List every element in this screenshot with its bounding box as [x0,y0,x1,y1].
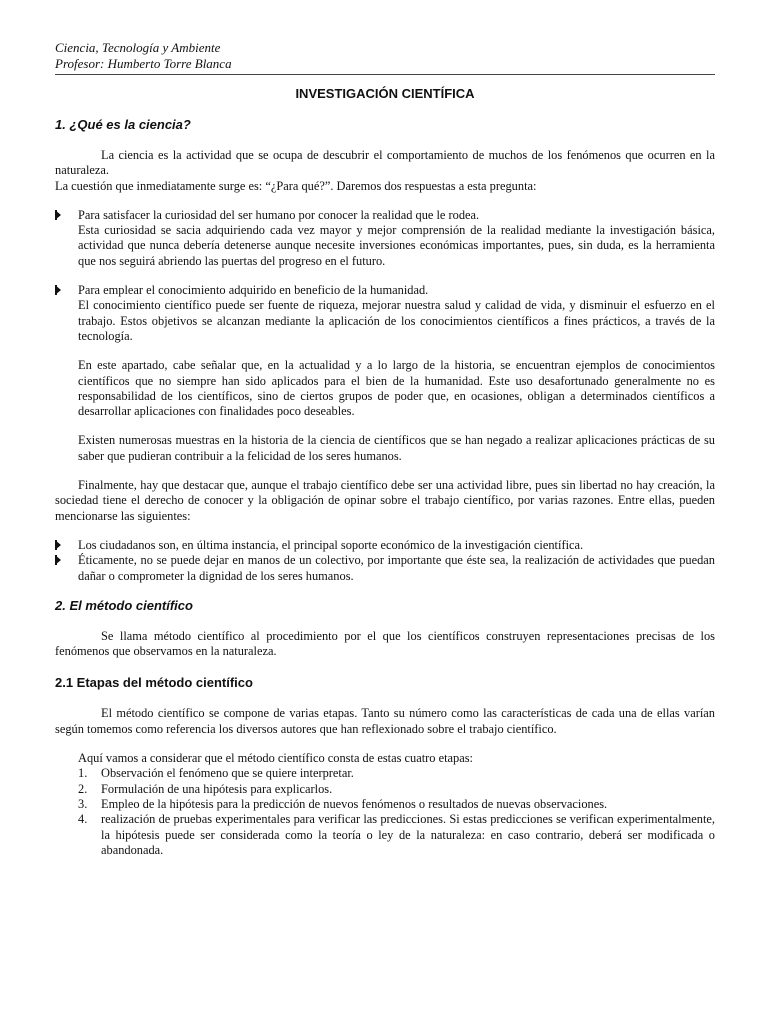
header-divider [55,74,715,75]
bullet-icon [55,540,61,550]
bullet-item-benefit [55,283,715,464]
document-title: INVESTIGACIÓN CIENTÍFICA [295,86,475,101]
list-item [55,797,715,812]
bullet-item-reason-1 [55,538,715,553]
list-item [55,766,715,781]
steps-list [55,766,715,858]
list-number: 2. [78,781,88,796]
list-text: Empleo de la hipótesis para la predicción de nuevos fenómenos o resultados de nuevas observaciones. [101,796,608,811]
bullet-text: Los ciudadanos son, en última instancia, el principal soporte económico de la investigación científica. [78,537,584,552]
list-text: Observación el fenómeno que se quiere interpretar. [101,766,354,781]
bullet-lead: Para satisfacer la curiosidad del ser humano por conocer la realidad que le rodea. [78,207,480,222]
section-2-1-paragraph-2: Aquí vamos a considerar que el método científico consta de estas cuatro etapas: [78,751,473,766]
section-2-1-paragraph-1: El método científico se compone de varias etapas. Tanto su número como las características de cada una de ellas varían según tomemos como referencia los diversos autores que han reflexionado sobre el trabajo científico. [55,706,715,736]
list-number: 1. [78,766,88,781]
section-1-intro: La ciencia es la actividad que se ocupa de descubrir el comportamiento de muchos de los fenómenos que ocurren en la naturaleza. [55,148,715,178]
header-course: Ciencia, Tecnología y Ambiente [55,40,221,55]
section-1-question: La cuestión que inmediatamente surge es: “¿Para qué?”. Daremos dos respuestas a esta pregunta: [55,178,537,193]
bullet-body: El conocimiento científico puede ser fuente de riqueza, mejorar nuestra salud y calidad de vida, y disminuir el esfuerzo en el trabajo. Estos objetivos se alcanzan mediante la aplicación de los conocimientos científicos a fines prácticos, a través de la tecnología. [78,298,715,343]
bullet-lead: Para emplear el conocimiento adquirido en beneficio de la humanidad. [78,283,429,298]
list-number: 3. [78,796,88,811]
paragraph-existen: Existen numerosas muestras en la historia de la ciencia de científicos que se han negado a realizar aplicaciones prácticas de su saber que pudieran contribuir a la felicidad de los seres humanos. [78,433,715,463]
list-item [55,782,715,797]
bullet-body: Esta curiosidad se sacia adquiriendo cada vez mayor y mejor comprensión de la realidad mediante la investigación básica, actividad que nunca debería detenerse aunque necesite inversiones económicas importantes, pues, sin duda, es la herramienta que nos seguirá abriendo las puertas del progreso en el futuro. [78,223,715,268]
paragraph-finalmente: Finalmente, hay que destacar que, aunque el trabajo científico debe ser una actividad libre, pues sin libertad no hay creación, la sociedad tiene el derecho de conocer y la obligación de opinar sobre el trabajo científico, por varias razones. Entre ellas, pueden mencionarse las siguientes: [55,478,715,523]
list-number: 4. [78,812,88,827]
section-2-1-heading: 2.1 Etapas del método científico [55,675,253,691]
bullet-icon [55,210,61,220]
bullet-item-curiosity [55,208,715,269]
header-teacher: Profesor: Humberto Torre Blanca [55,56,232,71]
section-2-heading: 2. El método científico [55,597,193,613]
section-1-heading: 1. ¿Qué es la ciencia? [55,117,191,132]
bullet-icon [55,555,61,565]
bullet-item-reason-2 [55,553,715,584]
list-text: Formulación de una hipótesis para explicarlos. [101,781,333,796]
bullet-text: Éticamente, no se puede dejar en manos de un colectivo, por importante que éste sea, la realización de actividades que puedan dañar o comprometer la dignidad de los seres humanos. [78,553,715,583]
paragraph-apartado: En este apartado, cabe señalar que, en la actualidad y a lo largo de la historia, se encuentran ejemplos de conocimientos científicos que no siempre han sido aplicados para el bien de la humanidad. Este uso desafortunado generalmente no es responsabilidad de los científicos, sino de ciertos grupos de poder que, en ocasiones, obligan a determinados científicos a desarrollar aplicaciones con finalidades poco deseables. [78,358,715,419]
section-2-paragraph: Se llama método científico al procedimiento por el que los científicos construyen representaciones precisas de los fenómenos que observamos en la naturaleza. [55,628,715,659]
page-header [55,40,715,72]
document-page [55,40,715,858]
bullet-icon [55,285,61,295]
list-text: realización de pruebas experimentales para verificar las predicciones. Si estas predicciones se verifican experimentalmente, la hipótesis puede ser considerada como la teoría o ley de la naturaleza: en caso contrario, deberá ser modificada o abandonada. [101,812,715,857]
list-item [55,812,715,858]
